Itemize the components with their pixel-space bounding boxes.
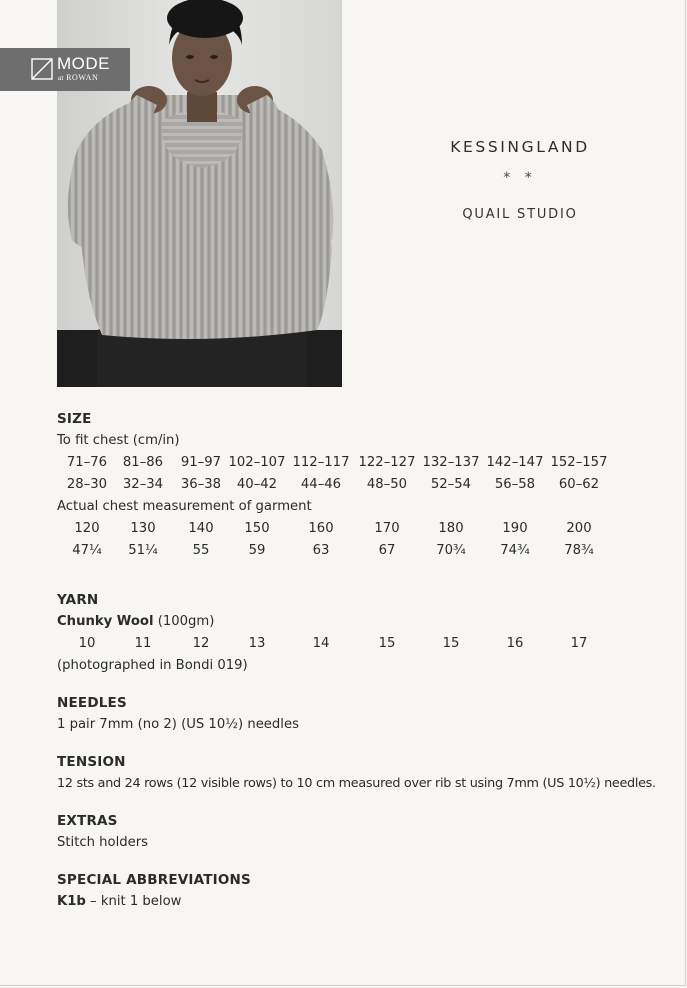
tension-heading: TENSION [57, 754, 126, 770]
design-title: KESSINGLAND [450, 138, 590, 156]
size-cell: 28–30 [66, 477, 108, 492]
actual-cm-row [57, 518, 667, 540]
yarn-name-line [57, 611, 667, 633]
abbreviation-k1b [57, 891, 667, 913]
size-cell: 180 [438, 521, 464, 536]
size-cell: 67 [378, 543, 396, 558]
size-cell: 122–127 [358, 455, 416, 470]
needles-heading: NEEDLES [57, 695, 127, 711]
size-cell: 12 [192, 636, 210, 651]
extras-text: Stitch holders [57, 835, 149, 850]
fit-chest-label: To fit chest (cm/in) [57, 433, 180, 448]
actual-in-row [57, 540, 667, 562]
size-cell: 15 [378, 636, 396, 651]
size-cell: 36–38 [180, 477, 222, 492]
abbreviations-heading: SPECIAL ABBREVIATIONS [57, 872, 251, 888]
design-stars: * * [503, 170, 537, 186]
logo-word: MODE [57, 54, 110, 73]
size-cell: 11 [134, 636, 152, 651]
size-cell: 14 [312, 636, 330, 651]
size-cell: 102–107 [228, 455, 286, 470]
fit-cm-row [57, 452, 667, 474]
yarn-name: Chunky Wool [57, 614, 154, 629]
size-cell: 48–50 [366, 477, 408, 492]
logo-subtitle: at ROWAN [58, 73, 99, 82]
size-cell: 170 [374, 521, 400, 536]
size-cell: 132–137 [422, 455, 480, 470]
abbreviation-definition: – knit 1 below [85, 894, 182, 909]
fit-in-row [57, 474, 667, 496]
size-heading: SIZE [57, 411, 92, 427]
extras-heading: EXTRAS [57, 813, 118, 829]
needles-text: 1 pair 7mm (no 2) (US 10½) needles [57, 717, 299, 732]
size-cell: 71–76 [66, 455, 108, 470]
size-cell: 55 [192, 543, 210, 558]
size-cell: 47¼ [72, 543, 102, 558]
square-slash-icon [31, 58, 53, 80]
size-cell: 63 [312, 543, 330, 558]
size-cell: 59 [248, 543, 266, 558]
size-cell: 56–58 [494, 477, 536, 492]
size-cell: 152–157 [550, 455, 608, 470]
size-cell: 142–147 [486, 455, 544, 470]
mode-at-rowan-logo [0, 48, 130, 91]
yarn-weight: (100gm) [153, 614, 215, 629]
yarn-quantity-row [57, 633, 667, 655]
size-cell: 13 [248, 636, 266, 651]
size-cell: 60–62 [558, 477, 600, 492]
size-cell: 15 [442, 636, 460, 651]
yarn-photographed: (photographed in Bondi 019) [57, 658, 248, 673]
size-cell: 10 [78, 636, 96, 651]
size-cell: 120 [74, 521, 100, 536]
size-cell: 44–46 [300, 477, 342, 492]
designer-name: QUAIL STUDIO [462, 207, 578, 222]
pattern-details [57, 408, 667, 913]
size-cell: 51¼ [128, 543, 158, 558]
size-cell: 81–86 [122, 455, 164, 470]
size-cell: 160 [308, 521, 334, 536]
tension-text: 12 sts and 24 rows (12 visible rows) to 10 cm measured over rib st using 7mm (US 10½) needles. [57, 776, 656, 791]
abbreviation-term: K1b [57, 894, 86, 909]
size-cell: 200 [566, 521, 592, 536]
size-cell: 130 [130, 521, 156, 536]
size-cell: 40–42 [236, 477, 278, 492]
size-cell: 74¾ [500, 543, 530, 558]
size-cell: 150 [244, 521, 270, 536]
size-cell: 78¾ [564, 543, 594, 558]
size-cell: 32–34 [122, 477, 164, 492]
yarn-heading: YARN [57, 592, 99, 608]
size-cell: 17 [570, 636, 588, 651]
size-cell: 70¾ [436, 543, 466, 558]
size-cell: 16 [506, 636, 524, 651]
size-cell: 112–117 [292, 455, 350, 470]
actual-chest-label: Actual chest measurement of garment [57, 499, 312, 514]
size-cell: 52–54 [430, 477, 472, 492]
size-cell: 140 [188, 521, 214, 536]
size-cell: 91–97 [180, 455, 222, 470]
size-cell: 190 [502, 521, 528, 536]
